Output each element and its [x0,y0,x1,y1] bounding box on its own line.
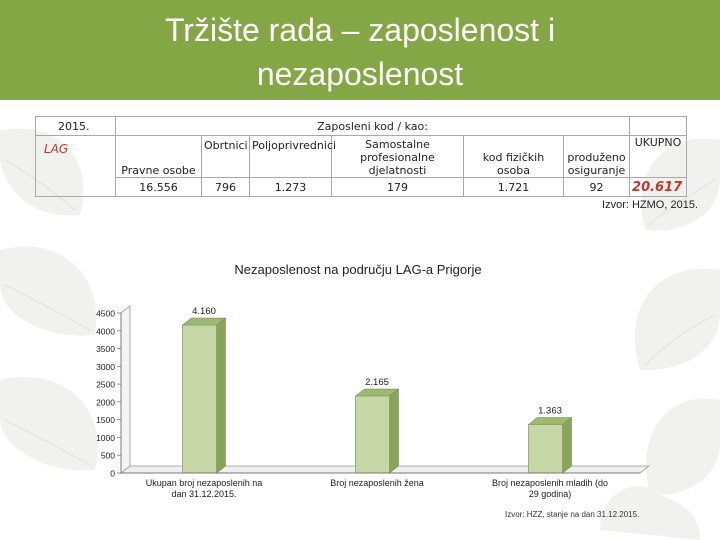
y-tick-label: 4000 [96,326,115,337]
y-tick-label: 1000 [96,432,115,443]
chart-side-wall [121,306,130,473]
y-tick-label: 1500 [96,415,115,426]
title-line-2: nezaposlenost [256,56,464,92]
cell-ukupno: 20.617 [630,178,687,197]
employment-table [35,116,687,197]
table-year-label: 2015. [36,117,116,136]
cell-produzeno: 92 [564,178,630,197]
y-tick-label: 2500 [96,379,115,390]
bar [356,396,390,473]
col-header-poljoprivrednici: Poljoprivrednici [250,136,332,178]
col-header-ukupno: UKUPNO [630,136,687,178]
x-category-label: dan 31.12.2015. [171,489,237,499]
col-header-samostalne: Samostalne profesionalne djelatnosti [332,136,464,178]
col-header-obrtnici: Obrtnici [202,136,250,178]
chart-title: Nezaposlenost na području LAG-a Prigorje [234,262,482,277]
x-category-label: Broj nezaposlenih mladih (do [491,478,609,488]
chart-source: Izvor: HZZ, stanje na dan 31.12.2015. [505,510,640,519]
bar [529,425,563,473]
bar-side [217,318,226,473]
cell-samostalne: 179 [332,178,464,197]
table-source: Izvor: HZMO, 2015. [602,199,698,211]
bar-side [563,418,572,473]
cell-pravne-osobe: 16.556 [116,178,202,197]
table-empty-cell [630,117,687,136]
cell-obrtnici: 796 [202,178,250,197]
y-tick-label: 3500 [96,344,115,355]
bar-side [390,389,399,473]
col-header-pravne-osobe: Pravne osobe [116,136,202,178]
cell-fizicke-osobe: 1.721 [464,178,564,197]
cell-poljoprivrednici: 1.273 [250,178,332,197]
chart-plot-area [96,306,649,499]
x-category-label: Ukupan broj nezaposlenih na [145,478,263,488]
col-header-fizicke-osobe: kod fizičkih osoba [464,136,564,178]
col-header-produzeno: produženo osiguranje [564,136,630,178]
bar-data-label: 4.160 [192,306,216,318]
y-tick-label: 4500 [96,308,115,319]
table-row-label: LAG [36,136,116,197]
unemployment-chart [0,250,720,510]
table-group-header: Zaposleni kod / kao: [116,117,630,136]
bar-data-label: 2.165 [365,377,389,389]
slide-title [40,8,680,96]
bar-data-label: 1.363 [538,405,562,417]
x-category-label: Broj nezaposlenih žena [330,478,424,488]
y-tick-label: 2000 [96,397,115,408]
y-tick-label: 3000 [96,361,115,372]
bar [183,325,217,473]
title-line-1: Tržište rada – zaposlenost i [164,12,556,48]
y-tick-label: 0 [110,468,115,479]
y-tick-label: 500 [100,450,115,461]
x-category-label: 29 godina) [528,489,572,499]
